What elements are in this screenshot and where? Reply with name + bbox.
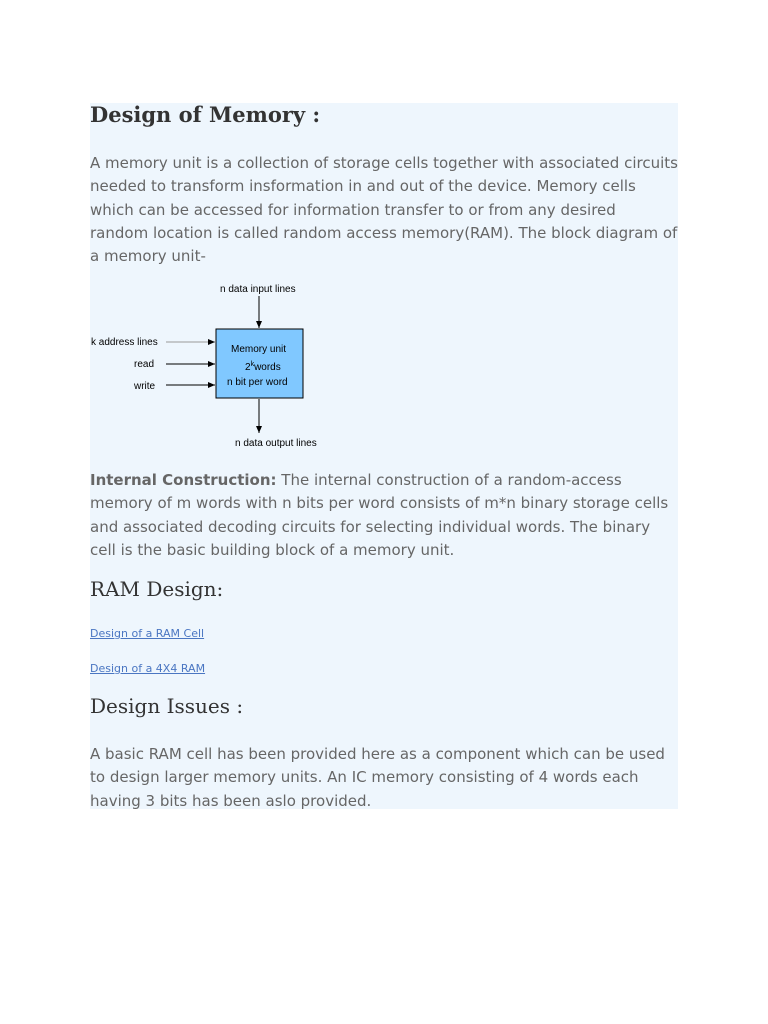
ram-4x4-link[interactable]: Design of a 4X4 RAM [90,662,206,675]
box-bits: n bit per word [227,377,288,388]
address-lines-label: k address lines [91,337,158,348]
write-label: write [134,381,156,392]
box-words: 2$^k$words [245,361,281,373]
ram-design-heading: RAM Design: [90,577,224,601]
intro-paragraph: A memory unit is a collection of storage cells together with associated circuits needed to transform insformation in and out of the device. Memory cells which can be accessed for information transfer to or from any desired random location is called random access memory(RAM). The block diagram of a memory unit- [90,154,678,266]
internal-construction-paragraph [90,469,678,562]
output-lines-label: n data output lines [235,438,317,449]
design-issues-heading: Design Issues : [90,694,244,718]
internal-construction-label: Internal Construction: [90,471,277,489]
internal-construction-text: The internal construction of a random-access memory of m words with n bits per word consists of m*n binary storage cells and associated decoding circuits for selecting individual words. The binary cell is the basic building block of a memory unit. [90,471,669,559]
design-issues-paragraph: A basic RAM cell has been provided here as a component which can be used to design larger memory units. An IC memory consisting of 4 words each having 3 bits has been aslo provided. [90,745,665,810]
ram-cell-link[interactable]: Design of a RAM Cell [90,627,205,640]
read-label: read [134,359,155,370]
page-title: Design of Memory : [90,102,321,127]
input-lines-label: n data input lines [220,284,296,295]
box-title: Memory unit [231,344,287,355]
memory-block-diagram [90,276,340,456]
